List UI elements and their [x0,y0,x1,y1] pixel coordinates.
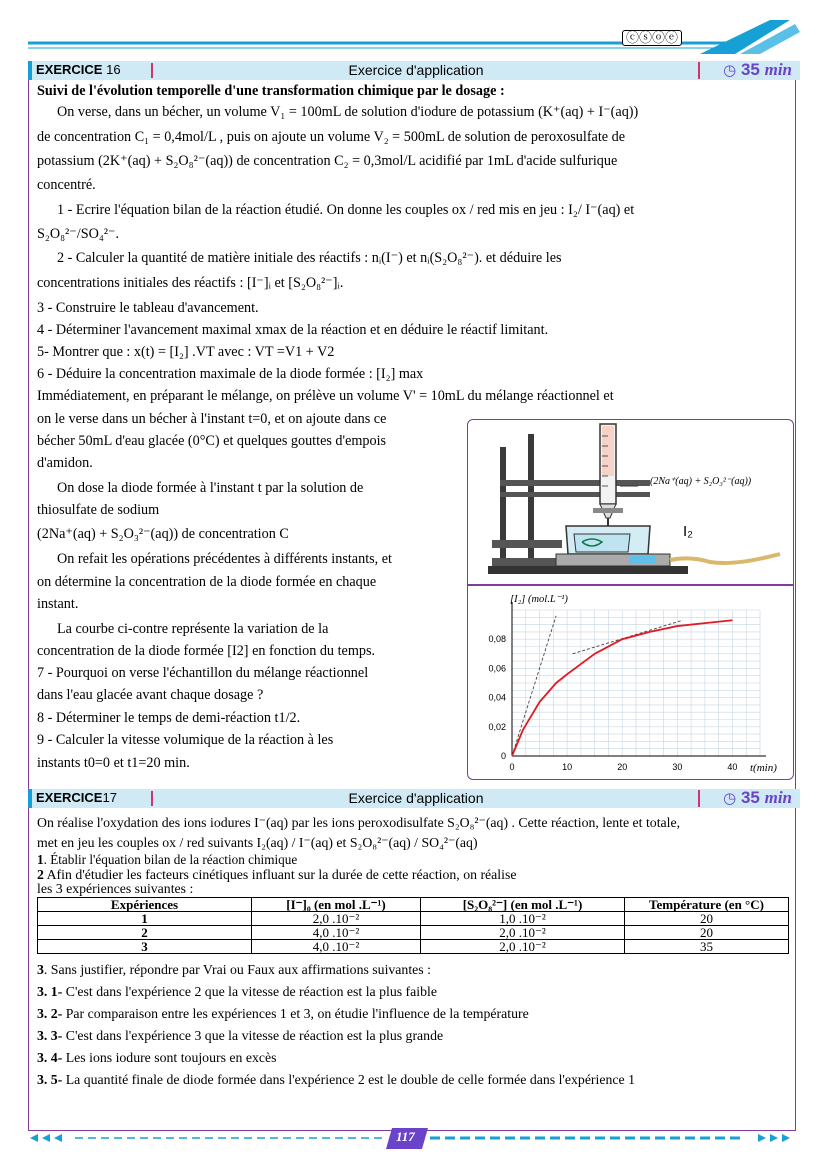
col-header: Expériences [38,898,252,912]
y-tick-label: 0,04 [488,692,506,703]
table-cell: 20 [625,912,789,926]
ex17-item-2: 3. 2- Par comparaison entre les expériences 1 et 3, on étudie l'influence de la température [37,1006,529,1021]
table-cell: 20 [625,926,789,940]
paragraph-4-b: concentration de la diode formée [I2] en fonction du temps. [37,643,376,659]
exercise-16-header [28,61,800,80]
table-cell: 2 [38,926,252,940]
ex17-question-2-a: 2 Afin d'étudier les facteurs cinétiques influant sur la durée de cette réaction, on réalise [37,867,517,882]
x-tick-label: 20 [617,762,628,772]
question-9-a: 9 - Calculer la vitesse volumique de la réaction à les [37,732,334,748]
question-6: 6 - Déduire la concentration maximale de la diode formée : [I₂] max [37,366,424,382]
x-tick-label: 0 [509,762,515,772]
exercise-time: ◷ 35 min [723,788,792,807]
paragraph-1-a: Immédiatement, en préparant le mélange, on prélève un volume V' = 10mL du mélange réactionnel et [37,388,614,404]
clock-icon: ◷ [723,790,737,807]
paragraph-3-c: instant. [37,596,79,612]
question-3: 3 - Construire le tableau d'avancement. [37,300,259,316]
paragraph-1-d: d'amidon. [37,455,93,471]
table-row [38,940,789,954]
intro-line-1: On verse, dans un bécher, un volume V₁ = 100mL de solution d'iodure de potassium (K⁺(aq) + I⁻(aq)) [57,104,639,120]
x-tick-label: 40 [727,762,738,772]
exercise-type: Exercice d'application [348,62,484,78]
page-number: 117 [396,1129,415,1144]
paragraph-2-b: thiosulfate de sodium [37,502,160,518]
ex17-question-3: 3. Sans justifier, répondre par Vrai ou Faux aux affirmations suivantes : [37,962,431,977]
paragraph-3-b: on détermine la concentration de la diode formée en chaque [37,574,377,590]
y-tick-label: 0,08 [488,634,506,645]
iodine-concentration-chart [470,588,790,776]
ex17-question-1: 1. Établir l'équation bilan de la réaction chimique [37,852,298,867]
table-cell: 4,0 .10⁻² [252,940,421,954]
y-tick-label: 0,02 [488,721,506,732]
question-8: 8 - Déterminer le temps de demi-réaction t1/2. [37,710,301,726]
paragraph-4-a: La courbe ci-contre représente la variation de la [57,621,329,637]
y-axis-label: [I₂] (mol.L⁻¹) [510,594,568,605]
paragraph-3-a: On refait les opérations précédentes à différents instants, et [57,551,392,567]
table-cell: 3 [38,940,252,954]
intro-line-2: de concentration C₁ = 0,4mol/L , puis on ajoute un volume V₂ = 500mL de solution de peroxosulfate de [37,129,626,145]
question-7-a: 7 - Pourquoi on verse l'échantillon du mélange réactionnel [37,665,369,681]
header-decoration [0,18,827,63]
intro-line-4: concentré. [37,177,96,193]
table-cell: 2,0 .10⁻² [421,926,625,940]
question-4: 4 - Déterminer l'avancement maximal xmax de la réaction et en déduire le réactif limitant. [37,322,549,338]
ex17-question-2-b: les 3 expériences suivantes : [37,881,194,896]
ex17-intro-2: met en jeu les couples ox / red suivants I₂(aq) / I⁻(aq) et S₂O₈²⁻(aq) / SO₄²⁻(aq) [37,835,478,850]
x-tick-label: 30 [672,762,683,772]
table-row [38,912,789,926]
question-2-a: 2 - Calculer la quantité de matière initiale des réactifs : nᵢ(I⁻) et nᵢ(S₂O₈²⁻). et déduire les [57,250,562,266]
table-cell: 1 [38,912,252,926]
exercise-17-header [28,789,800,808]
titration-apparatus-figure [470,422,790,582]
experiments-table [37,897,789,954]
clock-icon: ◷ [723,62,737,79]
col-header: Température (en °C) [625,898,789,912]
x-axis-label: t(min) [750,762,777,774]
figures-divider [468,584,793,586]
exercise-label: EXERCICE 16 [36,62,121,77]
question-2-b: concentrations initiales des réactifs : [I⁻]ᵢ et [S₂O₈²⁻]ᵢ. [37,275,344,291]
exercise-time: ◷ 35 min [723,60,792,79]
exercise-label: EXERCICE17 [36,790,117,805]
ex17-item-5: 3. 5- La quantité finale de diode formée dans l'expérience 2 est le double de celle formée dans l'expérience 1 [37,1072,635,1087]
exercise-type: Exercice d'application [348,790,484,806]
table-cell: 1,0 .10⁻² [421,912,625,926]
table-header-row [38,898,789,912]
question-1-a: 1 - Ecrire l'équation bilan de la réaction étudié. On donne les couples ox / red mis en jeu : I₂/ I⁻(aq) et [57,202,635,218]
license-badge: ⓒⓢⓞⓔ [622,30,682,46]
i2-label: I₂ [683,523,693,540]
paragraph-1-c: bécher 50mL d'eau glacée (0°C) et quelques gouttes d'empois [37,433,387,449]
paragraph-2-a: On dose la diode formée à l'instant t par la solution de [57,480,364,496]
question-5: 5- Montrer que : x(t) = [I₂] .VT avec : VT =V1 + V2 [37,344,335,360]
ex17-intro-1: On réalise l'oxydation des ions iodures I⁻(aq) par les ions peroxodisulfate S₂O₈²⁻(aq) . Cette réaction, lente et totale, [37,815,681,830]
exercise-16-title: Suivi de l'évolution temporelle d'une transformation chimique par le dosage : [37,83,505,99]
intro-line-3: potassium (2K⁺(aq) + S₂O₈²⁻(aq)) de concentration C₂ = 0,3mol/L acidifié par 1mL d'acide sulfurique [37,153,618,169]
y-tick-label: 0 [500,751,506,761]
col-header: [S₂O₈²⁻] (en mol .L⁻¹) [421,898,625,912]
x-tick-label: 10 [562,762,573,772]
question-7-b: dans l'eau glacée avant chaque dosage ? [37,687,264,703]
ex17-item-4: 3. 4- Les ions iodure sont toujours en excès [37,1050,277,1065]
paragraph-1-b: on le verse dans un bécher à l'instant t=0, et on ajoute dans ce [37,411,387,427]
ex17-item-3: 3. 3- C'est dans l'expérience 3 que la vitesse de réaction est la plus grande [37,1028,444,1043]
table-cell: 2,0 .10⁻² [421,940,625,954]
table-row [38,926,789,940]
tangent-line [512,616,556,756]
table-cell: 35 [625,940,789,954]
ex17-item-1: 3. 1- C'est dans l'expérience 2 que la vitesse de réaction est la plus faible [37,984,437,999]
y-tick-label: 0,06 [488,663,506,674]
table-cell: 2,0 .10⁻² [252,912,421,926]
question-9-b: instants t0=0 et t1=20 min. [37,755,190,771]
burette-label: (2Na⁺(aq) + S₂O₃²⁻(aq)) [650,476,752,487]
col-header: [I⁻]₀ (en mol .L⁻¹) [252,898,421,912]
question-1-b: S₂O₈²⁻/SO₄²⁻. [37,226,120,242]
table-cell: 4,0 .10⁻² [252,926,421,940]
paragraph-2-c: (2Na⁺(aq) + S₂O₃²⁻(aq)) de concentration C [37,526,289,542]
